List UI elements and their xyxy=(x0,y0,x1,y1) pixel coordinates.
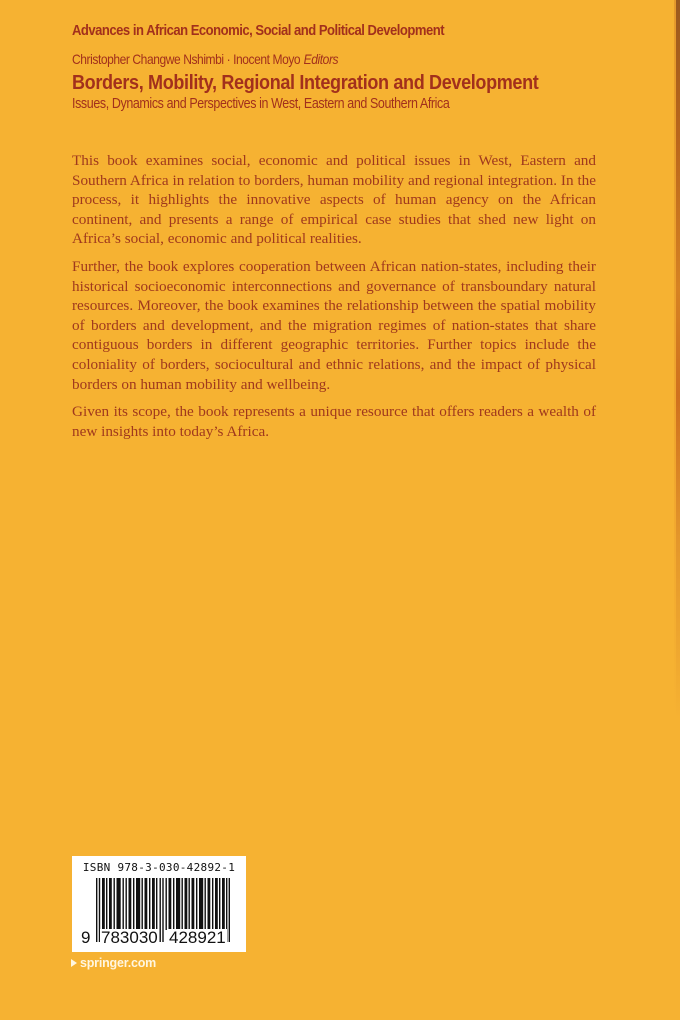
description-paragraph: Given its scope, the book represents a unique resource that offers readers a wealth of new insights into today’s Africa. xyxy=(72,403,596,440)
spine-edge xyxy=(676,0,680,720)
isbn-label: ISBN 978-3-030-42892-1 xyxy=(82,861,236,874)
ean-left-digits: 783030 xyxy=(101,928,158,947)
triangle-right-icon xyxy=(71,959,77,967)
book-subtitle: Issues, Dynamics and Perspectives in West, Eastern and Southern Africa xyxy=(72,96,450,112)
ean-right-digits: 428921 xyxy=(169,928,226,947)
book-description xyxy=(72,151,596,449)
description-paragraph: This book examines social, economic and political issues in West, Eastern and Southern Africa in relation to borders, human mobility and regional integration. In the process, it highlights the innovative aspects of human agency on the African continent, and presents a range of empirical case studies that shed new light on Africa’s social, economic and political realities. xyxy=(72,152,596,248)
ean-first-digit: 9 xyxy=(81,928,91,947)
series-title: Advances in African Economic, Social and Political Development xyxy=(72,23,445,39)
cover-header xyxy=(72,20,632,113)
editors-line xyxy=(72,50,554,68)
description-paragraph: Further, the book explores cooperation between African nation-states, including their historical socioeconomic interconnections and governance of transboundary natural resources. Moreover, the book examines the relationship between the spatial mobility of borders and development, and the migration regimes of nation-states that share contiguous borders in different geographic territories. Further topics include the coloniality of borders, sociocultural and ethnic relations, and the impact of physical borders on human mobility and wellbeing. xyxy=(72,257,596,393)
book-title: Borders, Mobility, Regional Integration and Development xyxy=(72,71,539,94)
publisher-link-text: springer.com xyxy=(80,956,157,970)
isbn-barcode xyxy=(72,856,246,952)
editors-names: Christopher Changwe Nshimbi · Inocent Moyo xyxy=(72,51,301,67)
editors-role: Editors xyxy=(303,51,339,67)
publisher-link[interactable] xyxy=(71,956,156,970)
